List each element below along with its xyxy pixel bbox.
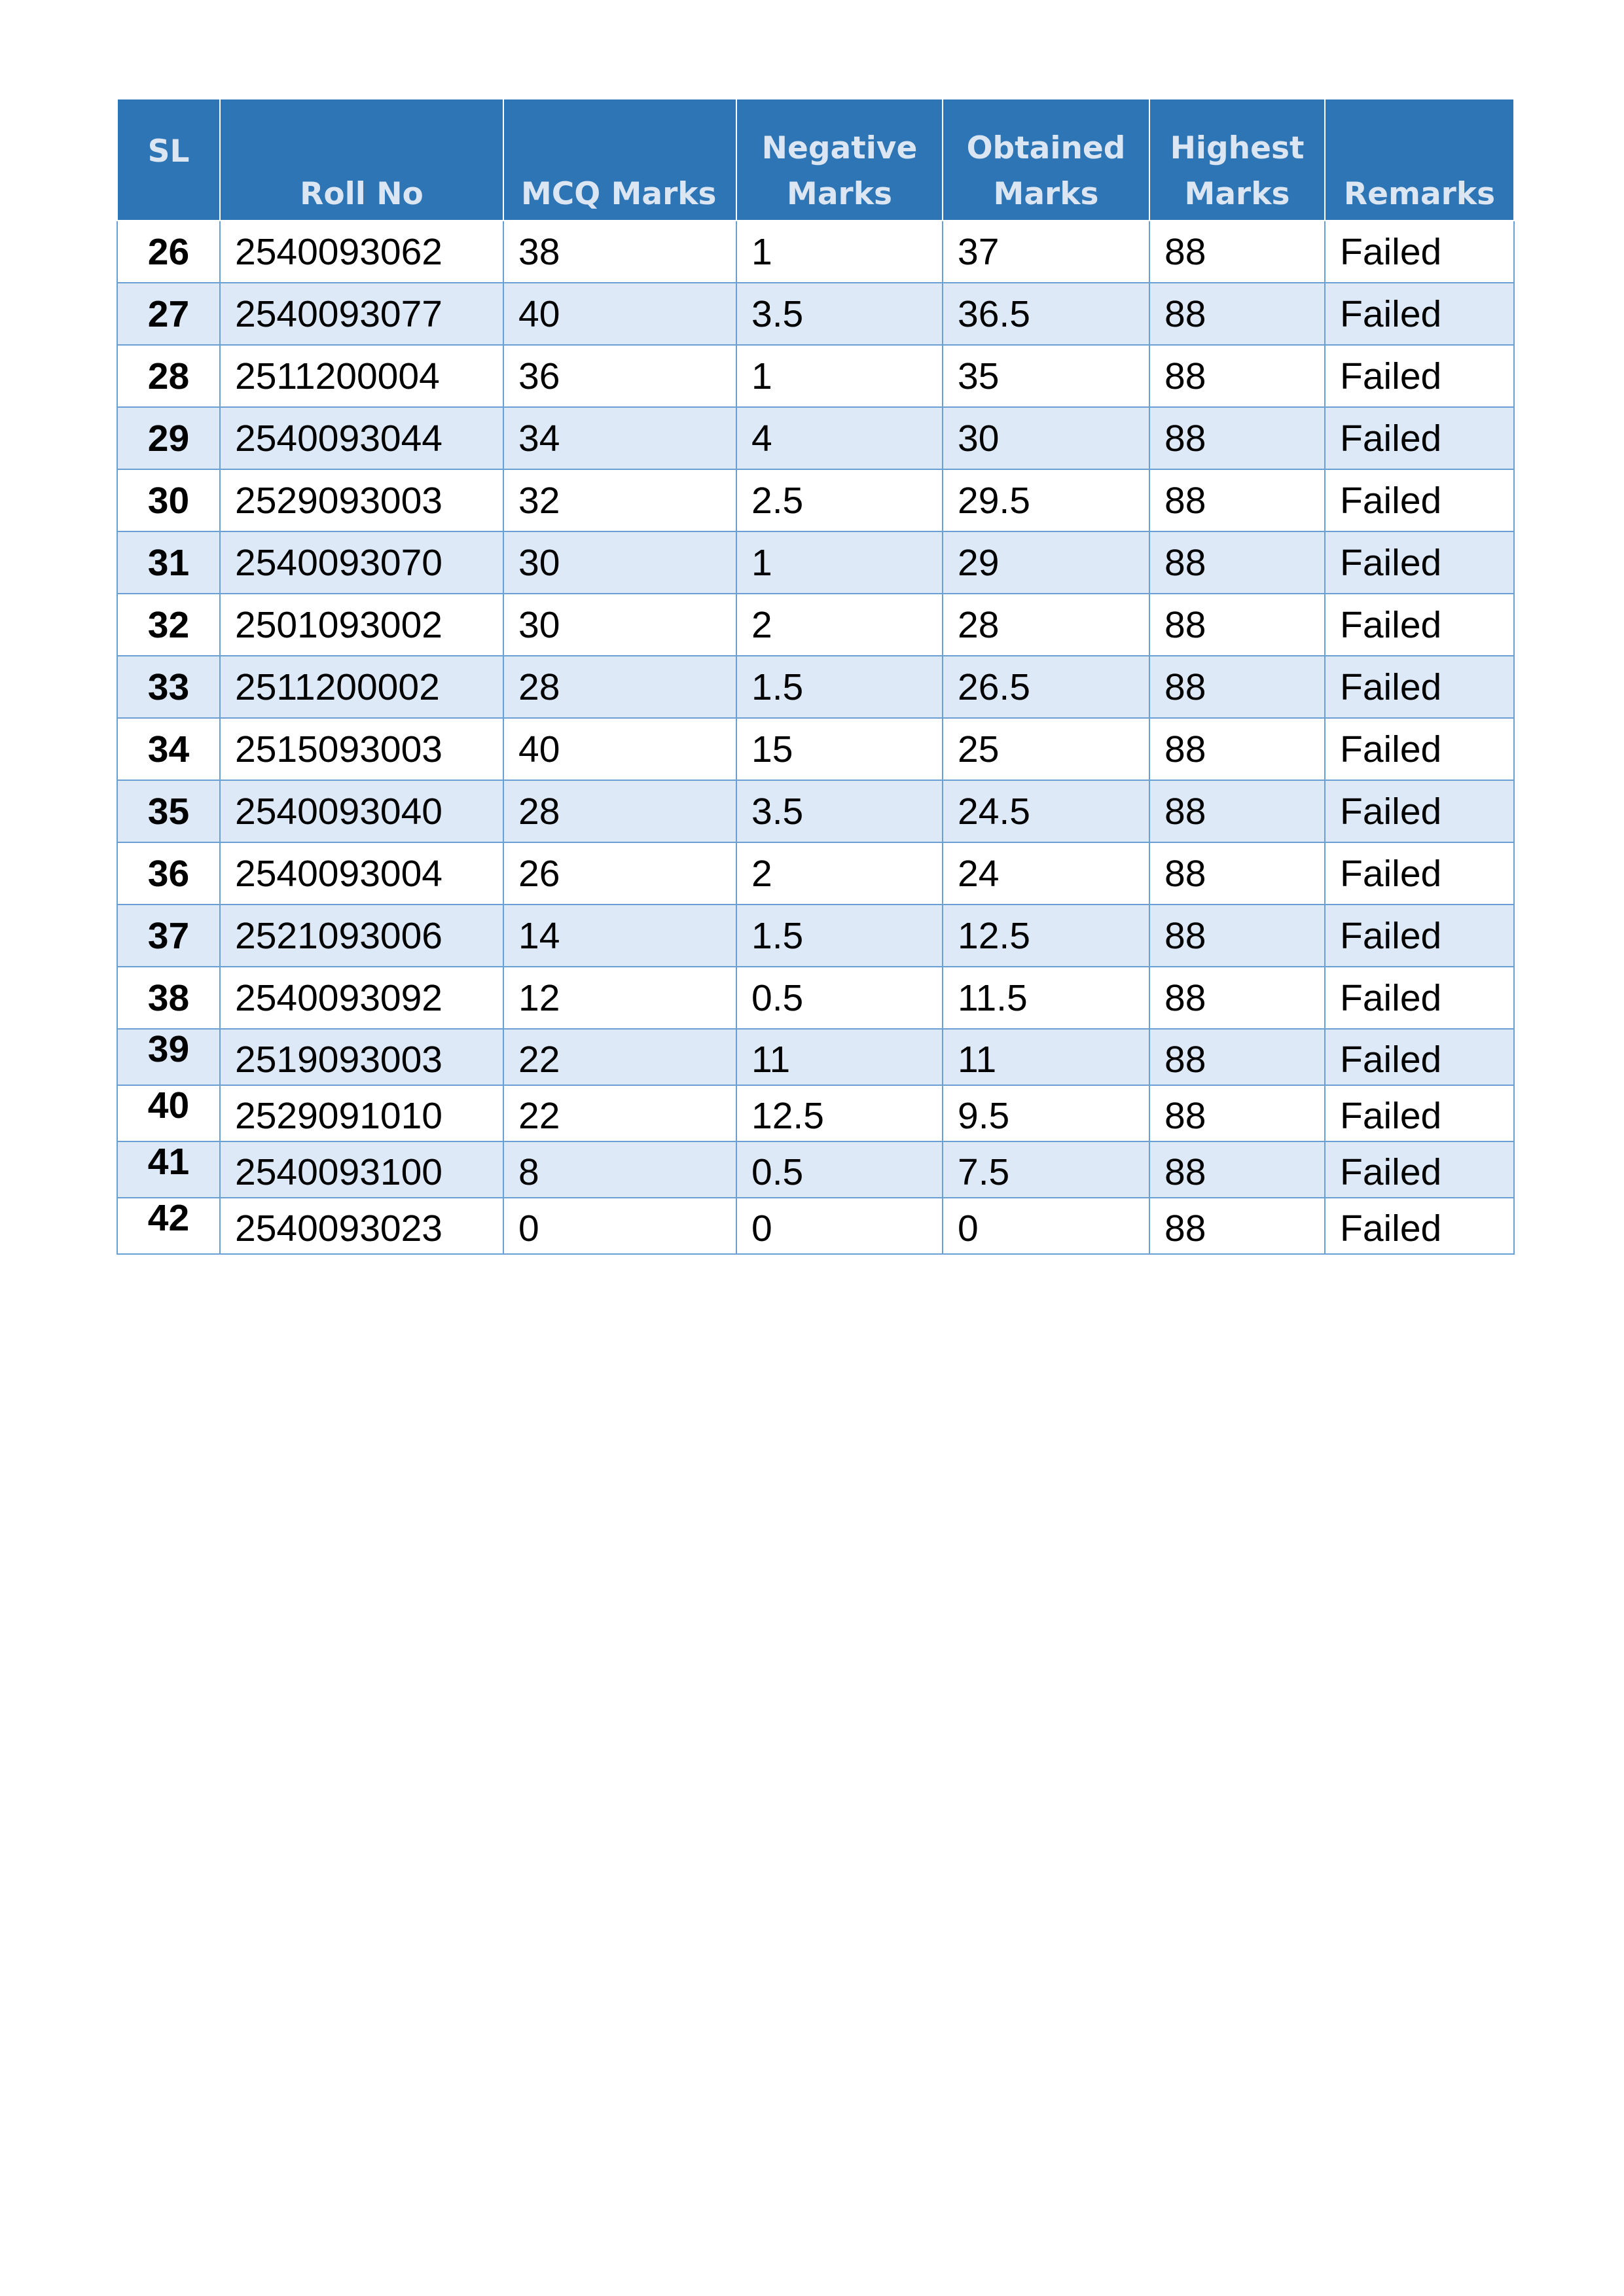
cell-obtained-marks: 26.5 — [943, 656, 1149, 718]
cell-sl: 38 — [117, 967, 220, 1029]
header-negative-line-1: Negative — [761, 130, 918, 166]
table-row — [117, 967, 1514, 1029]
cell-mcq-marks: 0 — [503, 1198, 736, 1254]
cell-remarks: Failed — [1325, 1141, 1514, 1198]
cell-negative-marks: 1 — [736, 221, 943, 283]
header-highest-line-2: Marks — [1184, 176, 1290, 212]
cell-highest-marks: 88 — [1149, 718, 1325, 780]
header-negative-marks — [736, 99, 943, 221]
cell-mcq-marks: 12 — [503, 967, 736, 1029]
cell-sl: 27 — [117, 283, 220, 345]
cell-obtained-marks: 25 — [943, 718, 1149, 780]
cell-obtained-marks: 0 — [943, 1198, 1149, 1254]
header-obtained-marks — [943, 99, 1149, 221]
cell-obtained-marks: 11.5 — [943, 967, 1149, 1029]
cell-obtained-marks: 11 — [943, 1029, 1149, 1085]
cell-negative-marks: 0 — [736, 1198, 943, 1254]
cell-sl: 42 — [117, 1198, 220, 1254]
cell-highest-marks: 88 — [1149, 656, 1325, 718]
cell-negative-marks: 15 — [736, 718, 943, 780]
cell-mcq-marks: 14 — [503, 905, 736, 967]
cell-mcq-marks: 8 — [503, 1141, 736, 1198]
cell-highest-marks: 88 — [1149, 1085, 1325, 1141]
cell-obtained-marks: 29 — [943, 531, 1149, 594]
cell-obtained-marks: 37 — [943, 221, 1149, 283]
cell-mcq-marks: 40 — [503, 718, 736, 780]
header-sl: SL — [117, 99, 220, 221]
cell-roll-no: 2540093100 — [220, 1141, 503, 1198]
cell-highest-marks: 88 — [1149, 594, 1325, 656]
cell-remarks: Failed — [1325, 594, 1514, 656]
cell-remarks: Failed — [1325, 283, 1514, 345]
cell-highest-marks: 88 — [1149, 221, 1325, 283]
cell-remarks: Failed — [1325, 656, 1514, 718]
cell-negative-marks: 3.5 — [736, 283, 943, 345]
cell-roll-no: 2511200002 — [220, 656, 503, 718]
cell-highest-marks: 88 — [1149, 407, 1325, 469]
cell-highest-marks: 88 — [1149, 780, 1325, 842]
cell-sl: 31 — [117, 531, 220, 594]
cell-mcq-marks: 34 — [503, 407, 736, 469]
cell-negative-marks: 4 — [736, 407, 943, 469]
cell-negative-marks: 1.5 — [736, 656, 943, 718]
cell-remarks: Failed — [1325, 1029, 1514, 1085]
cell-sl: 37 — [117, 905, 220, 967]
cell-roll-no: 2529091010 — [220, 1085, 503, 1141]
cell-negative-marks: 2 — [736, 842, 943, 905]
cell-roll-no: 2511200004 — [220, 345, 503, 407]
cell-negative-marks: 1 — [736, 531, 943, 594]
cell-roll-no: 2540093023 — [220, 1198, 503, 1254]
cell-remarks: Failed — [1325, 1198, 1514, 1254]
cell-obtained-marks: 30 — [943, 407, 1149, 469]
cell-remarks: Failed — [1325, 1085, 1514, 1141]
table-row — [117, 842, 1514, 905]
cell-remarks: Failed — [1325, 221, 1514, 283]
cell-sl: 30 — [117, 469, 220, 531]
results-table — [117, 98, 1515, 1255]
header-row — [117, 99, 1514, 221]
cell-highest-marks: 88 — [1149, 967, 1325, 1029]
table-row — [117, 594, 1514, 656]
cell-mcq-marks: 22 — [503, 1029, 736, 1085]
header-negative-line-2: Marks — [787, 176, 892, 212]
cell-sl: 32 — [117, 594, 220, 656]
cell-remarks: Failed — [1325, 345, 1514, 407]
cell-sl: 28 — [117, 345, 220, 407]
table-row — [117, 656, 1514, 718]
cell-remarks: Failed — [1325, 407, 1514, 469]
cell-obtained-marks: 36.5 — [943, 283, 1149, 345]
cell-roll-no: 2529093003 — [220, 469, 503, 531]
cell-roll-no: 2540093044 — [220, 407, 503, 469]
cell-roll-no: 2540093092 — [220, 967, 503, 1029]
cell-roll-no: 2501093002 — [220, 594, 503, 656]
cell-obtained-marks: 29.5 — [943, 469, 1149, 531]
cell-remarks: Failed — [1325, 469, 1514, 531]
cell-highest-marks: 88 — [1149, 345, 1325, 407]
cell-sl: 34 — [117, 718, 220, 780]
cell-remarks: Failed — [1325, 718, 1514, 780]
cell-obtained-marks: 35 — [943, 345, 1149, 407]
cell-roll-no: 2540093040 — [220, 780, 503, 842]
cell-obtained-marks: 24 — [943, 842, 1149, 905]
cell-negative-marks: 2.5 — [736, 469, 943, 531]
cell-mcq-marks: 22 — [503, 1085, 736, 1141]
cell-sl: 41 — [117, 1141, 220, 1198]
cell-sl: 29 — [117, 407, 220, 469]
cell-remarks: Failed — [1325, 967, 1514, 1029]
table-row — [117, 407, 1514, 469]
cell-mcq-marks: 28 — [503, 780, 736, 842]
cell-highest-marks: 88 — [1149, 842, 1325, 905]
cell-roll-no: 2521093006 — [220, 905, 503, 967]
cell-roll-no: 2540093070 — [220, 531, 503, 594]
cell-sl: 36 — [117, 842, 220, 905]
table-row — [117, 221, 1514, 283]
header-mcq-marks: MCQ Marks — [503, 99, 736, 221]
cell-highest-marks: 88 — [1149, 1029, 1325, 1085]
table-row — [117, 718, 1514, 780]
cell-highest-marks: 88 — [1149, 905, 1325, 967]
header-remarks: Remarks — [1325, 99, 1514, 221]
header-highest-marks — [1149, 99, 1325, 221]
cell-obtained-marks: 24.5 — [943, 780, 1149, 842]
table-row — [117, 531, 1514, 594]
table-row — [117, 345, 1514, 407]
table-row — [117, 780, 1514, 842]
cell-highest-marks: 88 — [1149, 1198, 1325, 1254]
cell-mcq-marks: 32 — [503, 469, 736, 531]
table-row — [117, 905, 1514, 967]
cell-mcq-marks: 36 — [503, 345, 736, 407]
cell-negative-marks: 0.5 — [736, 1141, 943, 1198]
table-row — [117, 1198, 1514, 1254]
table-header — [117, 99, 1514, 221]
cell-roll-no: 2519093003 — [220, 1029, 503, 1085]
cell-sl: 26 — [117, 221, 220, 283]
cell-mcq-marks: 40 — [503, 283, 736, 345]
table-body — [117, 221, 1514, 1254]
cell-remarks: Failed — [1325, 905, 1514, 967]
cell-negative-marks: 11 — [736, 1029, 943, 1085]
header-highest-line-1: Highest — [1170, 130, 1305, 166]
results-table-container — [117, 98, 1513, 1255]
cell-highest-marks: 88 — [1149, 469, 1325, 531]
cell-sl: 40 — [117, 1085, 220, 1141]
cell-obtained-marks: 7.5 — [943, 1141, 1149, 1198]
table-row — [117, 1141, 1514, 1198]
header-obtained-line-2: Marks — [993, 176, 1099, 212]
cell-highest-marks: 88 — [1149, 1141, 1325, 1198]
cell-sl: 35 — [117, 780, 220, 842]
cell-roll-no: 2540093062 — [220, 221, 503, 283]
table-row — [117, 1029, 1514, 1085]
cell-obtained-marks: 9.5 — [943, 1085, 1149, 1141]
cell-negative-marks: 0.5 — [736, 967, 943, 1029]
cell-negative-marks: 2 — [736, 594, 943, 656]
table-row — [117, 1085, 1514, 1141]
cell-negative-marks: 12.5 — [736, 1085, 943, 1141]
cell-negative-marks: 1.5 — [736, 905, 943, 967]
table-row — [117, 469, 1514, 531]
cell-obtained-marks: 12.5 — [943, 905, 1149, 967]
cell-mcq-marks: 26 — [503, 842, 736, 905]
cell-mcq-marks: 28 — [503, 656, 736, 718]
cell-mcq-marks: 30 — [503, 594, 736, 656]
header-roll-no: Roll No — [220, 99, 503, 221]
cell-negative-marks: 3.5 — [736, 780, 943, 842]
cell-mcq-marks: 30 — [503, 531, 736, 594]
cell-remarks: Failed — [1325, 531, 1514, 594]
cell-highest-marks: 88 — [1149, 531, 1325, 594]
cell-remarks: Failed — [1325, 780, 1514, 842]
header-obtained-line-1: Obtained — [966, 130, 1126, 166]
cell-negative-marks: 1 — [736, 345, 943, 407]
cell-remarks: Failed — [1325, 842, 1514, 905]
cell-roll-no: 2515093003 — [220, 718, 503, 780]
cell-obtained-marks: 28 — [943, 594, 1149, 656]
cell-highest-marks: 88 — [1149, 283, 1325, 345]
cell-mcq-marks: 38 — [503, 221, 736, 283]
cell-sl: 33 — [117, 656, 220, 718]
cell-roll-no: 2540093077 — [220, 283, 503, 345]
cell-roll-no: 2540093004 — [220, 842, 503, 905]
cell-sl: 39 — [117, 1029, 220, 1085]
table-row — [117, 283, 1514, 345]
